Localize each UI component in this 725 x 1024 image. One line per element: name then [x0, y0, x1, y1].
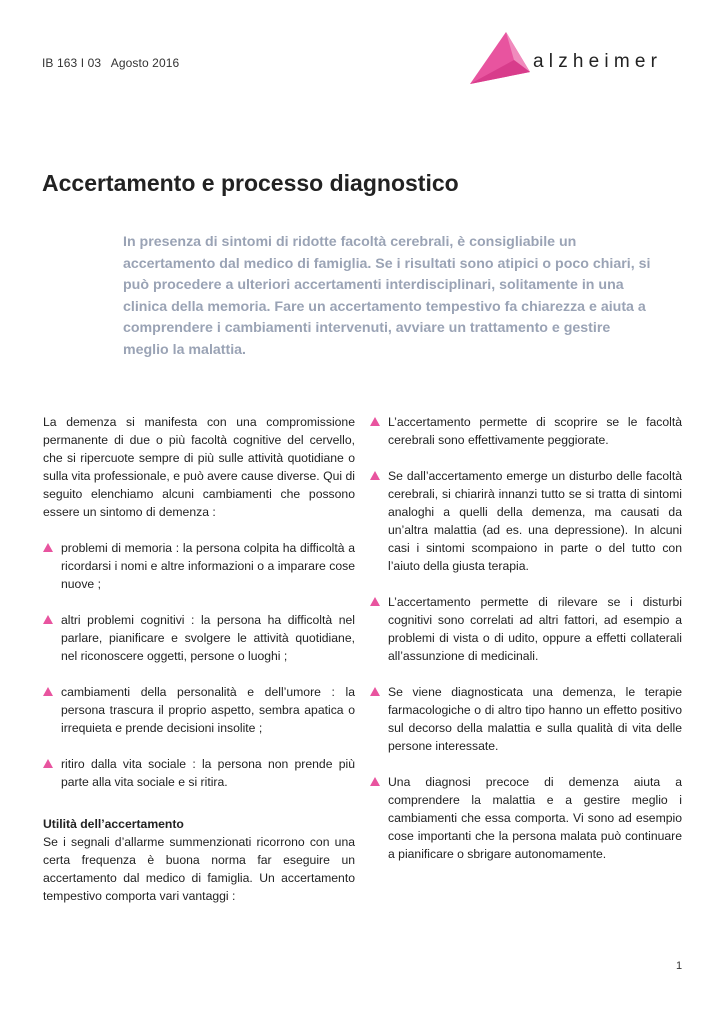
lead-paragraph: In presenza di sintomi di ridotte facoltà cerebrali, è consigliabile un accertamento dal medico di famiglia. Se i risultati sono atipici o poco chiari, si può procedere a ulteriori accertamenti interdisciplinari, solitamente in una clinica della memoria. Fare un accertamento tempestivo fa chiarezza e aiuta a comprendere i cambiamenti intervenuti, avviare un trattamento e gestire meglio la malattia.	[123, 234, 651, 358]
list-item	[43, 539, 355, 593]
list-item	[370, 773, 682, 863]
triangle-bullet-icon	[43, 543, 53, 552]
document-meta: IB 163 I 03 Agosto 2016	[42, 56, 180, 70]
list-item-text: problemi di memoria : la persona colpita ha difficoltà a ricordarsi i nomi e altre informazioni o a imparare cose nuove ;	[61, 541, 355, 591]
list-item-text: L’accertamento permette di rilevare se i disturbi cognitivi sono correlati ad altri fattori, ad esempio a problemi di vista o di udito, oppure a effetti collaterali all’assunzione di medicinali.	[388, 595, 682, 663]
outro-paragraph: Se i segnali d’allarme summenzionati ricorrono con una certa frequenza è buona norma far eseguire un accertamento dal medico di famiglia. Un accertamento tempestivo comporta vari vantaggi :	[43, 835, 355, 903]
page-title: Accertamento e processo diagnostico	[42, 170, 459, 196]
list-item	[43, 755, 355, 791]
left-column	[43, 413, 355, 905]
triangle-bullet-icon	[43, 759, 53, 768]
alzheimer-logo	[470, 30, 685, 88]
list-item-text: Se dall’accertamento emerge un disturbo delle facoltà cerebrali, si chiarirà innanzi tutto se si tratta di sintomi analoghi a quelli della demenza, ma causati da un’altra malattia (ad es. una depressione). In alcuni casi i sintomi scompaiono in parte o del tutto con l’aiuto della giusta terapia.	[388, 469, 682, 573]
logo-wordmark: alzheimer	[533, 51, 663, 72]
list-item-text: cambiamenti della personalità e dell’umore : la persona trascura il proprio aspetto, sembra apatica o irrequieta e prende decisioni insolite ;	[61, 685, 355, 735]
page-number: 1	[676, 960, 683, 972]
list-item	[43, 683, 355, 737]
triangle-bullet-icon	[370, 597, 380, 606]
triangle-bullet-icon	[370, 687, 380, 696]
list-item	[370, 683, 682, 755]
list-item	[43, 611, 355, 665]
triangle-bullet-icon	[370, 777, 380, 786]
section-heading: Utilità dell’accertamento	[43, 817, 184, 831]
list-item-text: Una diagnosi precoce di demenza aiuta a comprendere la malattia e a gestire meglio i cambiamenti che essa comporta. Vi sono ad esempio cose importanti che la persona malata può continuare a pianificare o sbrigare autonomamente.	[388, 775, 682, 861]
triangle-bullet-icon	[370, 417, 380, 426]
triangle-logo-icon	[470, 30, 532, 86]
list-item-text: L’accertamento permette di scoprire se le facoltà cerebrali sono effettivamente peggiorate.	[388, 415, 682, 447]
triangle-bullet-icon	[370, 471, 380, 480]
list-item	[370, 467, 682, 575]
triangle-bullet-icon	[43, 615, 53, 624]
list-item	[370, 593, 682, 665]
list-item-text: altri problemi cognitivi : la persona ha difficoltà nel parlare, pianificare e svolgere le attività quotidiane, nel riconoscere oggetti, persone o luoghi ;	[61, 613, 355, 663]
triangle-bullet-icon	[43, 687, 53, 696]
list-item-text: ritiro dalla vita sociale : la persona non prende più parte alla vita sociale e si ritira.	[61, 757, 355, 789]
right-column	[370, 413, 682, 863]
intro-paragraph: La demenza si manifesta con una compromissione permanente di due o più facoltà cognitive del cervello, che si ripercuote sempre di più sulle attività quotidiane o sulla vita professionale, e può avere cause diverse. Qui di seguito elenchiamo alcuni cambiamenti che possono essere un sintomo di demenza :	[43, 415, 355, 519]
list-item-text: Se viene diagnosticata una demenza, le terapie farmacologiche o di altro tipo hanno un effetto positivo sul decorso della malattia e sulla qualità di vita delle persone interessate.	[388, 685, 682, 753]
list-item	[370, 413, 682, 449]
